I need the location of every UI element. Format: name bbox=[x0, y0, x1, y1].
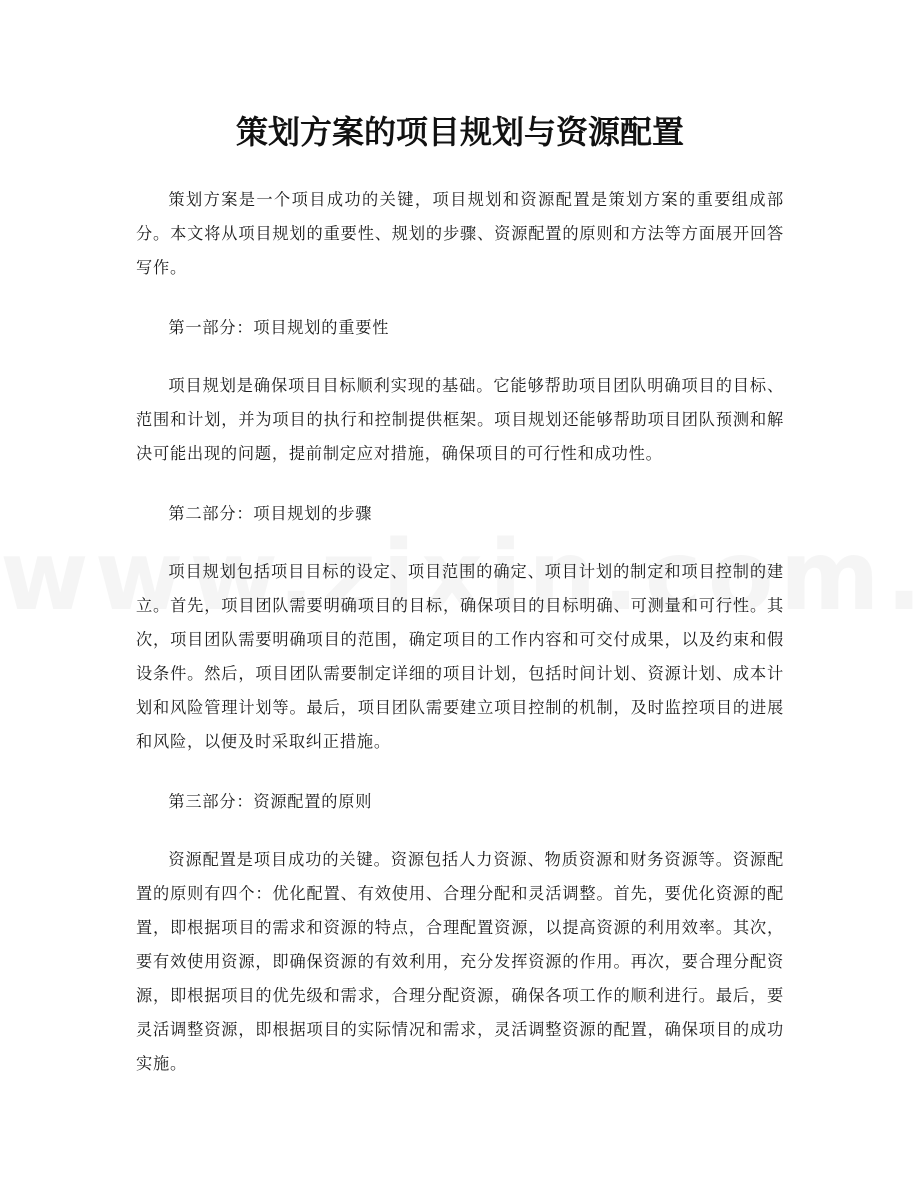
document-title: 策划方案的项目规划与资源配置 bbox=[235, 113, 684, 151]
section-2-paragraph: 项目规划包括项目目标的设定、项目范围的确定、项目计划的制定和项目控制的建立。首先，项目团队需要明确项目的目标，确保项目的目标明确、可测量和可行性。其次，项目团队需要明确项目的范围，确定项目的工作内容和可交付成果，以及约束和假设条件。然后，项目团队需要制定详细的项目计划，包括时间计划、资源计划、成本计划和风险管理计划等。最后，项目团队需要建立项目控制的机制，及时监控项目的进展和风险，以便及时采取纠正措施。 bbox=[136, 562, 784, 751]
section-3-paragraph: 资源配置是项目成功的关键。资源包括人力资源、物质资源和财务资源等。资源配置的原则有四个：优化配置、有效使用、合理分配和灵活调整。首先，要优化资源的配置，即根据项目的需求和资源的特点，合理配置资源，以提高资源的利用效率。其次，要有效使用资源，即确保资源的有效利用，充分发挥资源的作用。再次，要合理分配资源，即根据项目的优先级和需求，合理分配资源，确保各项工作的顺利进行。最后，要灵活调整资源，即根据项目的实际情况和需求，灵活调整资源的配置，确保项目的成功实施。 bbox=[136, 850, 784, 1073]
document-body bbox=[136, 183, 784, 1107]
section-3-heading: 第三部分：资源配置的原则 bbox=[168, 792, 373, 811]
section-1-paragraph: 项目规划是确保项目目标顺利实现的基础。它能够帮助项目团队明确项目的目标、范围和计划，并为项目的执行和控制提供框架。项目规划还能够帮助项目团队预测和解决可能出现的问题，提前制定应对措施，确保项目的可行性和成功性。 bbox=[136, 376, 784, 463]
intro-paragraph: 策划方案是一个项目成功的关键，项目规划和资源配置是策划方案的重要组成部分。本文将从项目规划的重要性、规划的步骤、资源配置的原则和方法等方面展开回答写作。 bbox=[136, 190, 784, 277]
section-2-heading: 第二部分：项目规划的步骤 bbox=[168, 504, 373, 523]
section-1-heading: 第一部分：项目规划的重要性 bbox=[168, 318, 390, 337]
